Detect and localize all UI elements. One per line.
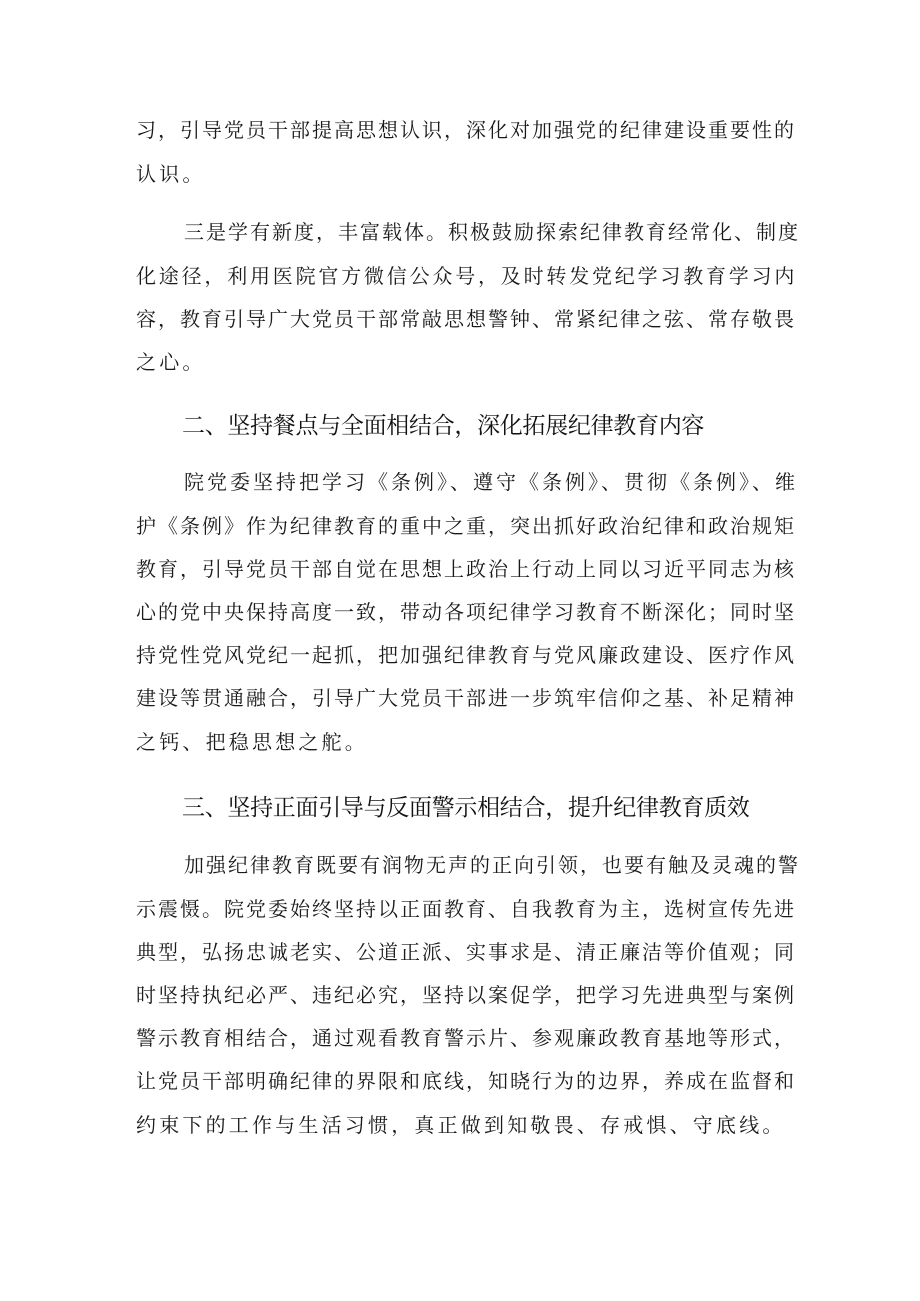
- paragraph-line: 教育，引导党员干部自觉在思想上政治上行动上同以习近平同志为核: [136, 557, 796, 581]
- paragraph-line: 加强纪律教育既要有润物无声的正向引领，也要有触及灵魂的警: [184, 853, 800, 877]
- paragraph-line: 三是学有新度，丰富载体。积极鼓励探索纪律教育经常化、制度: [184, 220, 800, 244]
- paragraph-line: 容，教育引导广大党员干部常敲思想警钟、常紧纪律之弦、常存敬畏: [136, 307, 796, 331]
- paragraph-line: 认识。: [136, 162, 206, 186]
- paragraph-line: 时坚持执纪必严、违纪必究，坚持以案促学，把学习先进典型与案例: [136, 983, 796, 1007]
- paragraph-line: 建设等贯通融合，引导广大党员干部进一步筑牢信仰之基、补足精神: [136, 686, 796, 710]
- paragraph-line: 之心。: [136, 350, 206, 374]
- paragraph-line: 护《条例》作为纪律教育的重中之重，突出抓好政治纪律和政治规矩: [136, 514, 796, 538]
- paragraph-line: 心的党中央保持高度一致，带动各项纪律学习教育不断深化；同时坚: [136, 600, 796, 624]
- paragraph-line: 示震慑。院党委始终坚持以正面教育、自我教育为主，选树宣传先进: [136, 897, 796, 921]
- paragraph-line: 院党委坚持把学习《条例》、遵守《条例》、贯彻《条例》、维: [184, 470, 798, 494]
- section-heading-3: 三、坚持正面引导与反面警示相结合，提升纪律教育质效: [182, 795, 750, 821]
- paragraph-line: 警示教育相结合，通过观看教育警示片、参观廉政教育基地等形式，: [136, 1026, 796, 1050]
- paragraph-line: 让党员干部明确纪律的界限和底线，知晓行为的边界，养成在监督和: [136, 1069, 796, 1093]
- paragraph-line: 化途径，利用医院官方微信公众号，及时转发党纪学习教育学习内: [136, 264, 798, 288]
- paragraph-line: 之钙、把稳思想之舵。: [136, 730, 368, 754]
- paragraph-line: 典型，弘扬忠诚老实、公道正派、实事求是、清正廉洁等价值观；同: [136, 940, 796, 964]
- paragraph-line: 习，引导党员干部提高思想认识，深化对加强党的纪律建设重要性的: [136, 118, 796, 142]
- section-heading-2: 二、坚持餐点与全面相结合，深化拓展纪律教育内容: [182, 413, 705, 439]
- paragraph-line: 持党性党风党纪一起抓，把加强纪律教育与党风廉政建设、医疗作风: [136, 643, 796, 667]
- paragraph-line: 约束下的工作与生活习惯，真正做到知敬畏、存戒惧、守底线。: [136, 1113, 786, 1137]
